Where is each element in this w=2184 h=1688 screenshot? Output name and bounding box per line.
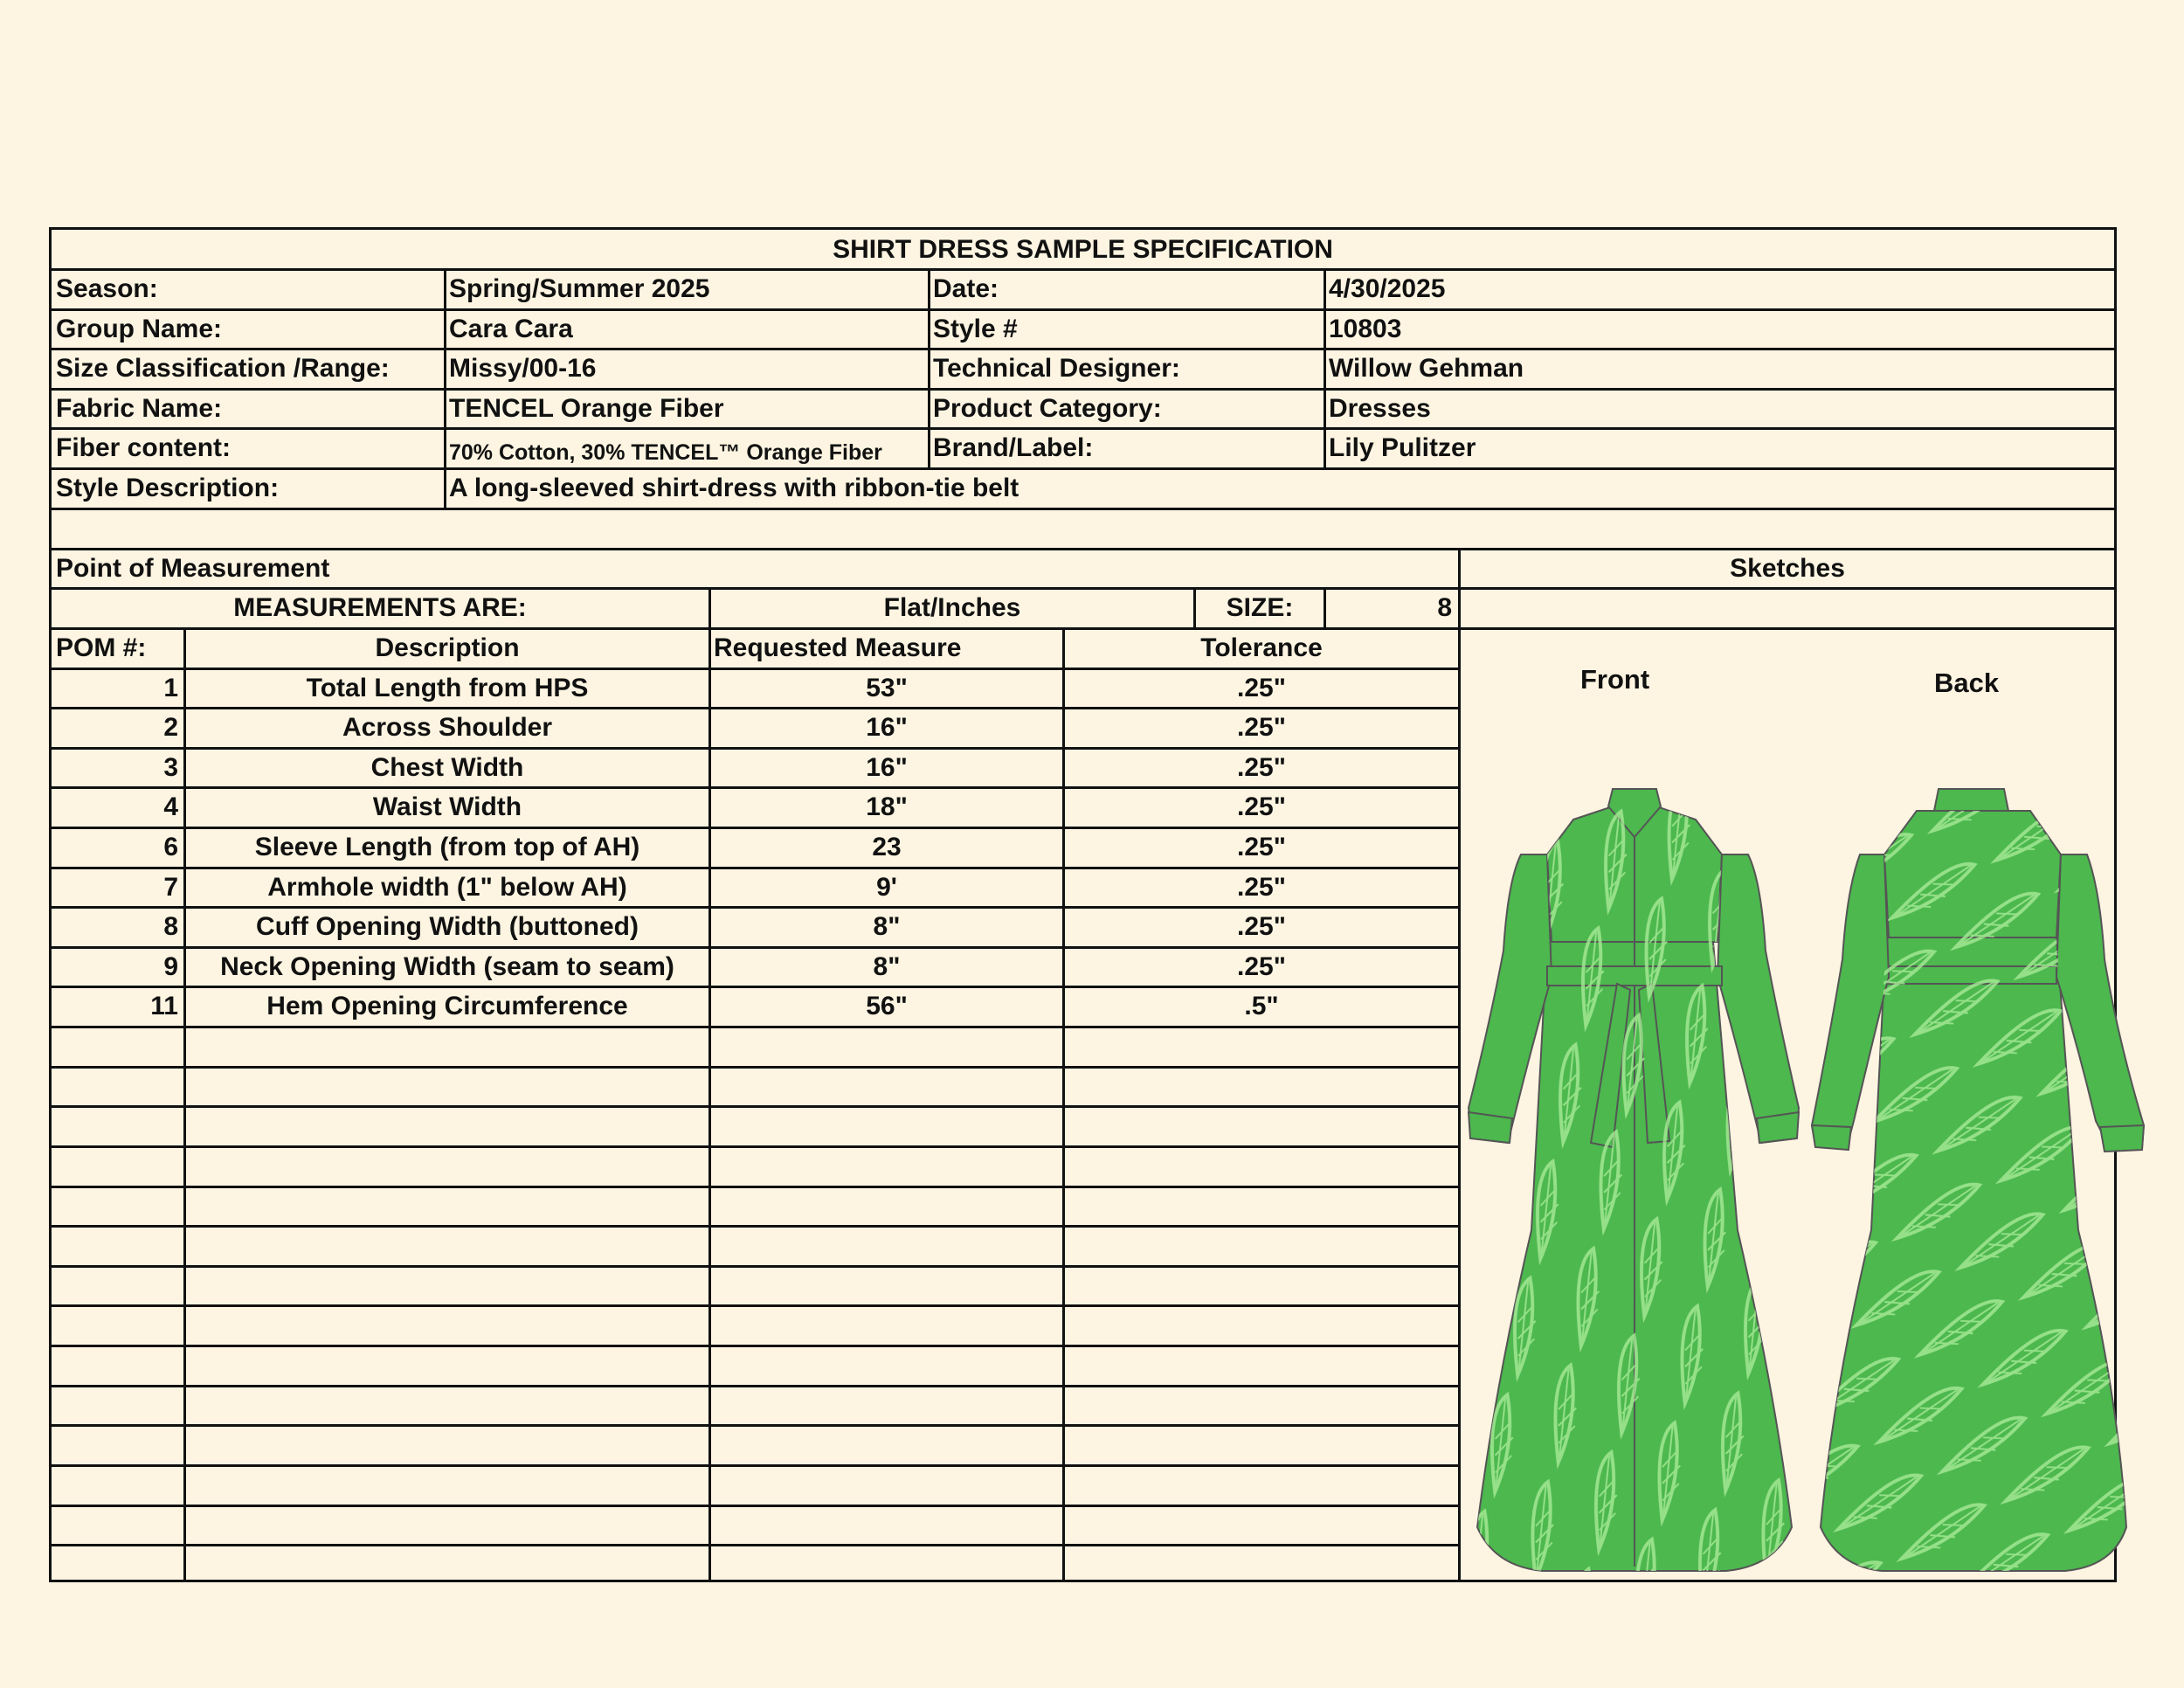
- pom-description: Armhole width (1" below AH): [267, 873, 627, 902]
- designer-value: Willow Gehman: [1329, 354, 1524, 383]
- fabric-label: Fabric Name:: [56, 394, 223, 423]
- pom-number: 9: [163, 952, 178, 981]
- pom-measure: 18": [866, 792, 908, 821]
- pom-tolerance: .25": [1237, 674, 1286, 702]
- pom-tolerance: .25": [1237, 912, 1286, 941]
- front-label: Front: [1580, 664, 1650, 695]
- designer-label: Technical Designer:: [933, 354, 1180, 383]
- sheet-title: SHIRT DRESS SAMPLE SPECIFICATION: [833, 235, 1333, 264]
- pom-tolerance: .25": [1237, 713, 1286, 742]
- pom-description: Chest Width: [370, 753, 524, 782]
- pom-number: 7: [163, 873, 178, 902]
- style-value: 10803: [1329, 315, 1402, 343]
- pom-tolerance: .5": [1244, 992, 1279, 1020]
- pom-measure: 8": [873, 952, 901, 981]
- pom-description: Hem Opening Circumference: [266, 992, 628, 1020]
- pom-section-label: Point of Measurement: [56, 554, 330, 583]
- pom-tolerance: .25": [1237, 833, 1286, 861]
- size-label: SIZE:: [1226, 593, 1294, 622]
- pom-measure: 53": [866, 674, 908, 702]
- style-desc-label: Style Description:: [56, 474, 280, 502]
- style-desc-value: A long-sleeved shirt-dress with ribbon-tie belt: [449, 474, 1019, 502]
- size-class-value: Missy/00-16: [449, 354, 597, 383]
- brand-value: Lily Pulitzer: [1329, 433, 1476, 462]
- category-label: Product Category:: [933, 394, 1162, 423]
- fiber-label: Fiber content:: [56, 433, 231, 462]
- col-header-requested: Requested Measure: [714, 633, 962, 662]
- pom-measure: 16": [866, 753, 908, 782]
- pom-tolerance: .25": [1237, 873, 1286, 902]
- pom-tolerance: .25": [1237, 753, 1286, 782]
- pom-tolerance: .25": [1237, 792, 1286, 821]
- pom-description: Neck Opening Width (seam to seam): [220, 952, 674, 981]
- category-value: Dresses: [1329, 394, 1431, 423]
- pom-number: 1: [163, 674, 178, 702]
- pom-measure: 8": [873, 912, 901, 941]
- pom-number: 4: [163, 792, 178, 821]
- fabric-value: TENCEL Orange Fiber: [449, 394, 724, 423]
- pom-description: Total Length from HPS: [306, 674, 589, 702]
- pom-tolerance: .25": [1237, 952, 1286, 981]
- style-label: Style #: [933, 315, 1018, 343]
- date-label: Date:: [933, 274, 999, 303]
- pom-measure: 23: [872, 833, 902, 861]
- pom-number: 2: [163, 713, 178, 742]
- pom-number: 3: [163, 753, 178, 782]
- date-value: 4/30/2025: [1329, 274, 1446, 303]
- pom-measure: 16": [866, 713, 908, 742]
- measurements-unit: Flat/Inches: [883, 593, 1021, 622]
- group-value: Cara Cara: [449, 315, 573, 343]
- back-dress-sketch: [1794, 776, 2170, 1580]
- pom-number: 6: [163, 833, 178, 861]
- season-label: Season:: [56, 274, 158, 303]
- fiber-value: 70% Cotton, 30% TENCEL™ Orange Fiber: [449, 440, 882, 465]
- pom-number: 8: [163, 912, 178, 941]
- col-header-description: Description: [375, 633, 520, 662]
- pom-description: Waist Width: [372, 792, 522, 821]
- group-label: Group Name:: [56, 315, 223, 343]
- season-value: Spring/Summer 2025: [449, 274, 710, 303]
- pom-description: Cuff Opening Width (buttoned): [256, 912, 639, 941]
- col-header-pom: POM #:: [56, 633, 147, 662]
- measurements-are-label: MEASUREMENTS ARE:: [233, 593, 527, 622]
- pom-measure: 9': [876, 873, 897, 902]
- pom-description: Sleeve Length (from top of AH): [254, 833, 640, 861]
- col-header-tolerance: Tolerance: [1200, 633, 1323, 662]
- size-value: 8: [1437, 593, 1452, 622]
- brand-label: Brand/Label:: [933, 433, 1094, 462]
- size-class-label: Size Classification /Range:: [56, 354, 390, 383]
- sketches-label: Sketches: [1730, 554, 1845, 583]
- pom-description: Across Shoulder: [342, 713, 553, 742]
- pom-number: 11: [150, 992, 178, 1020]
- spec-sheet: [49, 227, 2117, 1582]
- pom-measure: 56": [866, 992, 908, 1020]
- back-label: Back: [1934, 668, 2000, 698]
- front-dress-sketch: [1460, 776, 1809, 1580]
